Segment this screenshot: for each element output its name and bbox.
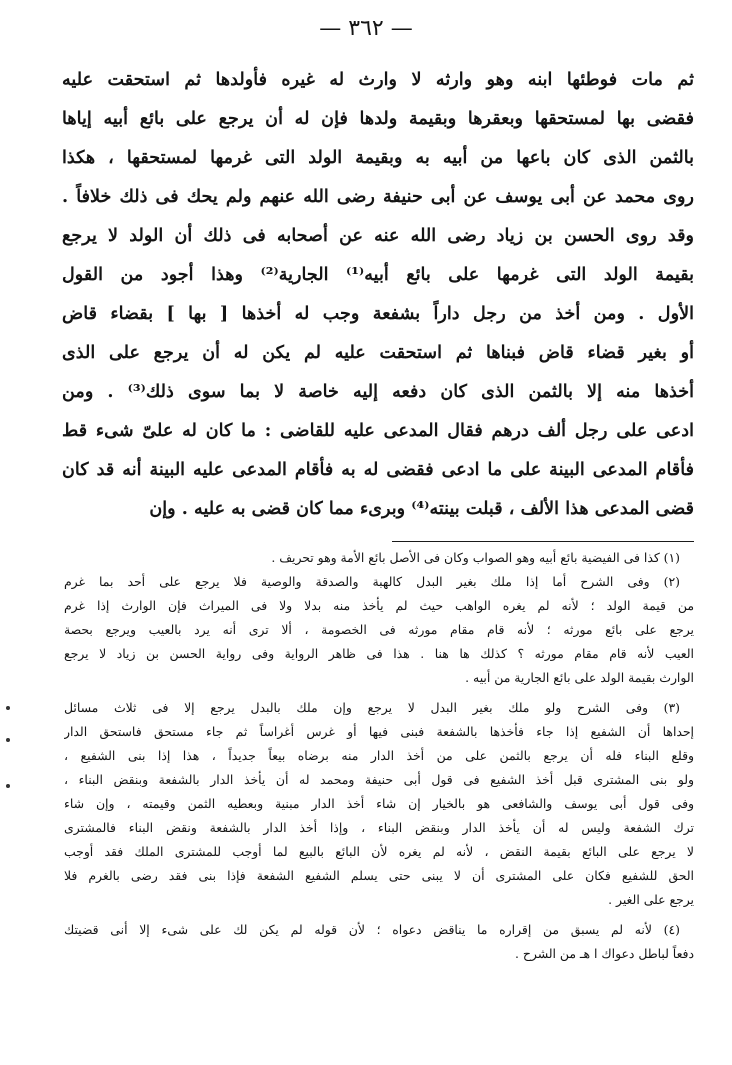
footnote-line: دفعاً لباطل دعواك ا هـ من الشرح . [515, 946, 694, 961]
scan-edge-mark [6, 706, 10, 710]
footnote-line: العيب لأنه قام مقام مورثه ؟ كذلك ها هنا . هذا فى ظاهر الرواية وفى رواية الحسن بن زياد لا يرجع [64, 646, 694, 661]
footnote-line: الحق للشفيع فكان على المشترى أن لا يبنى حتى يسلم الشفيع الشفعة فإذا بنى فقد رضى بالغرم فلا [64, 868, 694, 883]
footnote-line: يرجع على بائع مورثه ؛ لأنه قام مقام مورثه فى الخصومة ، ألا ترى أنه يرد بالعيب ويرجع بحصة [64, 622, 694, 637]
footnote-line: يرجع على الغير . [608, 892, 694, 907]
main-text-line: فقضى بها لمستحقها وبعقرها وبقيمة ولدها فإن له أن يرجع على بائع أبيه إياها [62, 108, 694, 129]
main-text-line: بقيمة الولد التى غرمها على بائع أبيه⁽¹⁾ الجارية⁽²⁾ وهذا أجود من القول [62, 264, 694, 285]
main-text-line: وقد روى الحسن بن زياد رضى الله عنه عن أصحابه فى ذلك أن الولد لا يرجع [62, 225, 694, 246]
main-text-line: ثم مات فوطئها ابنه وهو وارثه لا وارث له غيره فأولدها ثم استحقت عليه [62, 69, 694, 90]
main-text-line: ادعى على رجل ألف درهم فقال المدعى عليه للقاضى : ما كان له علىّ شىء قط [62, 420, 694, 441]
main-text-line: أو بغير قضاء قاض فبناها ثم استحقت عليه لم يكن له أن يرجع على الذى [62, 342, 694, 363]
footnote-line: من قيمة الولد ؛ لأنه لم يغره الواهب حيث لم يأخذ منه بدلا ولا فى الميراث فإن الوارث إذا غرم [64, 598, 694, 613]
footnote-separator [392, 541, 694, 542]
scan-edge-mark [6, 738, 10, 742]
footnote-line: (٢) وفى الشرح أما إذا ملك بغير البدل كالهبة والصدقة والوصية فلا يرجع على أحد بما غرم [64, 574, 680, 589]
footnote-3 [64, 696, 694, 912]
main-text-line: بالثمن الذى كان باعها من أبيه به وبقيمة الولد التى غرمها لمستحقها ، هكذا [62, 147, 694, 168]
main-text-line: الأول . ومن أخذ من رجل داراً بشفعة وجب له أخذها [ بها ] بقضاء قاض [62, 303, 694, 324]
footnote-1 [64, 546, 694, 570]
footnote-4 [64, 918, 694, 966]
footnote-line: لا يرجع على البائع بقيمة النقض ، لأنه لم يغره لأن البائع بالبيع لما أوجب للمشترى الملك فقد أوجب [64, 844, 694, 859]
footnote-line: ترك الشفعة وليس له أن يأخذ الدار وبنقض البناء ، وإذا أخذ الدار بالشفعة ونقض البناء فالمشترى [64, 820, 694, 835]
main-text-body [62, 60, 694, 528]
footnotes [64, 546, 694, 966]
footnote-line: ولو بنى المشترى قبل أخذ الشفيع فى قول أبى حنيفة ومحمد له أن يأخذ الدار بالشفعة وبنقض البناء ، [64, 772, 694, 787]
footnote-line: وقلع البناء فله أن يرجع بالثمن على من أخذ الدار منه برضاه بيعاً جديداً ، هذا إذا بنى الشفيع ، [64, 748, 694, 763]
main-text-line: فأقام المدعى البينة على ما ادعى فقضى له به فأقام المدعى عليه البينة أنه قد كان [62, 459, 694, 480]
scan-edge-mark [6, 784, 10, 788]
footnote-line: (٤) لأنه لم يسبق من إقراره ما يناقض دعواه ؛ لأن قوله لم يكن لك على شىء إلا أنى قضيتك [64, 922, 680, 937]
main-text-line: قضى المدعى هذا الألف ، قبلت بينته⁽⁴⁾ وبرىء مما كان قضى به عليه . وإن [149, 498, 694, 519]
footnote-line: إحداها أن الشفيع إذا جاء فأخذها بالشفعة فبنى فيها أو غرس أغراساً ثم جاء مستحق فاستحق الدار [64, 724, 694, 739]
page-number: — ٣٦٢ — [319, 16, 413, 41]
footnote-2 [64, 570, 694, 690]
footnote-line: الوارث بقيمة الولد على بائع الجارية من أبيه . [465, 670, 694, 685]
footnote-line: (٣) وفى الشرح ولو ملك بغير البدل لا يرجع وإن ملك بالبدل يرجع إلا فى ثلاث مسائل [64, 700, 680, 715]
main-text-line: أخذها منه إلا بالثمن الذى كان دفعه إليه خاصة لا بما سوى ذلك⁽³⁾ . ومن [62, 381, 694, 402]
main-text-line: روى محمد عن أبى يوسف عن أبى حنيفة رضى الله عنهم ولم يحك فى ذلك خلافاً . [62, 186, 694, 207]
footnote-line: (١) كذا فى الفيضية بائع أبيه وهو الصواب وكان فى الأصل بائع الأمة وهو تحريف . [271, 550, 680, 565]
footnote-line: وفى قول أبى يوسف والشافعى هو بالخيار إن شاء أخذ الدار مبنية وبعطيه الثمن وقيمته ، وإن شاء [64, 796, 694, 811]
